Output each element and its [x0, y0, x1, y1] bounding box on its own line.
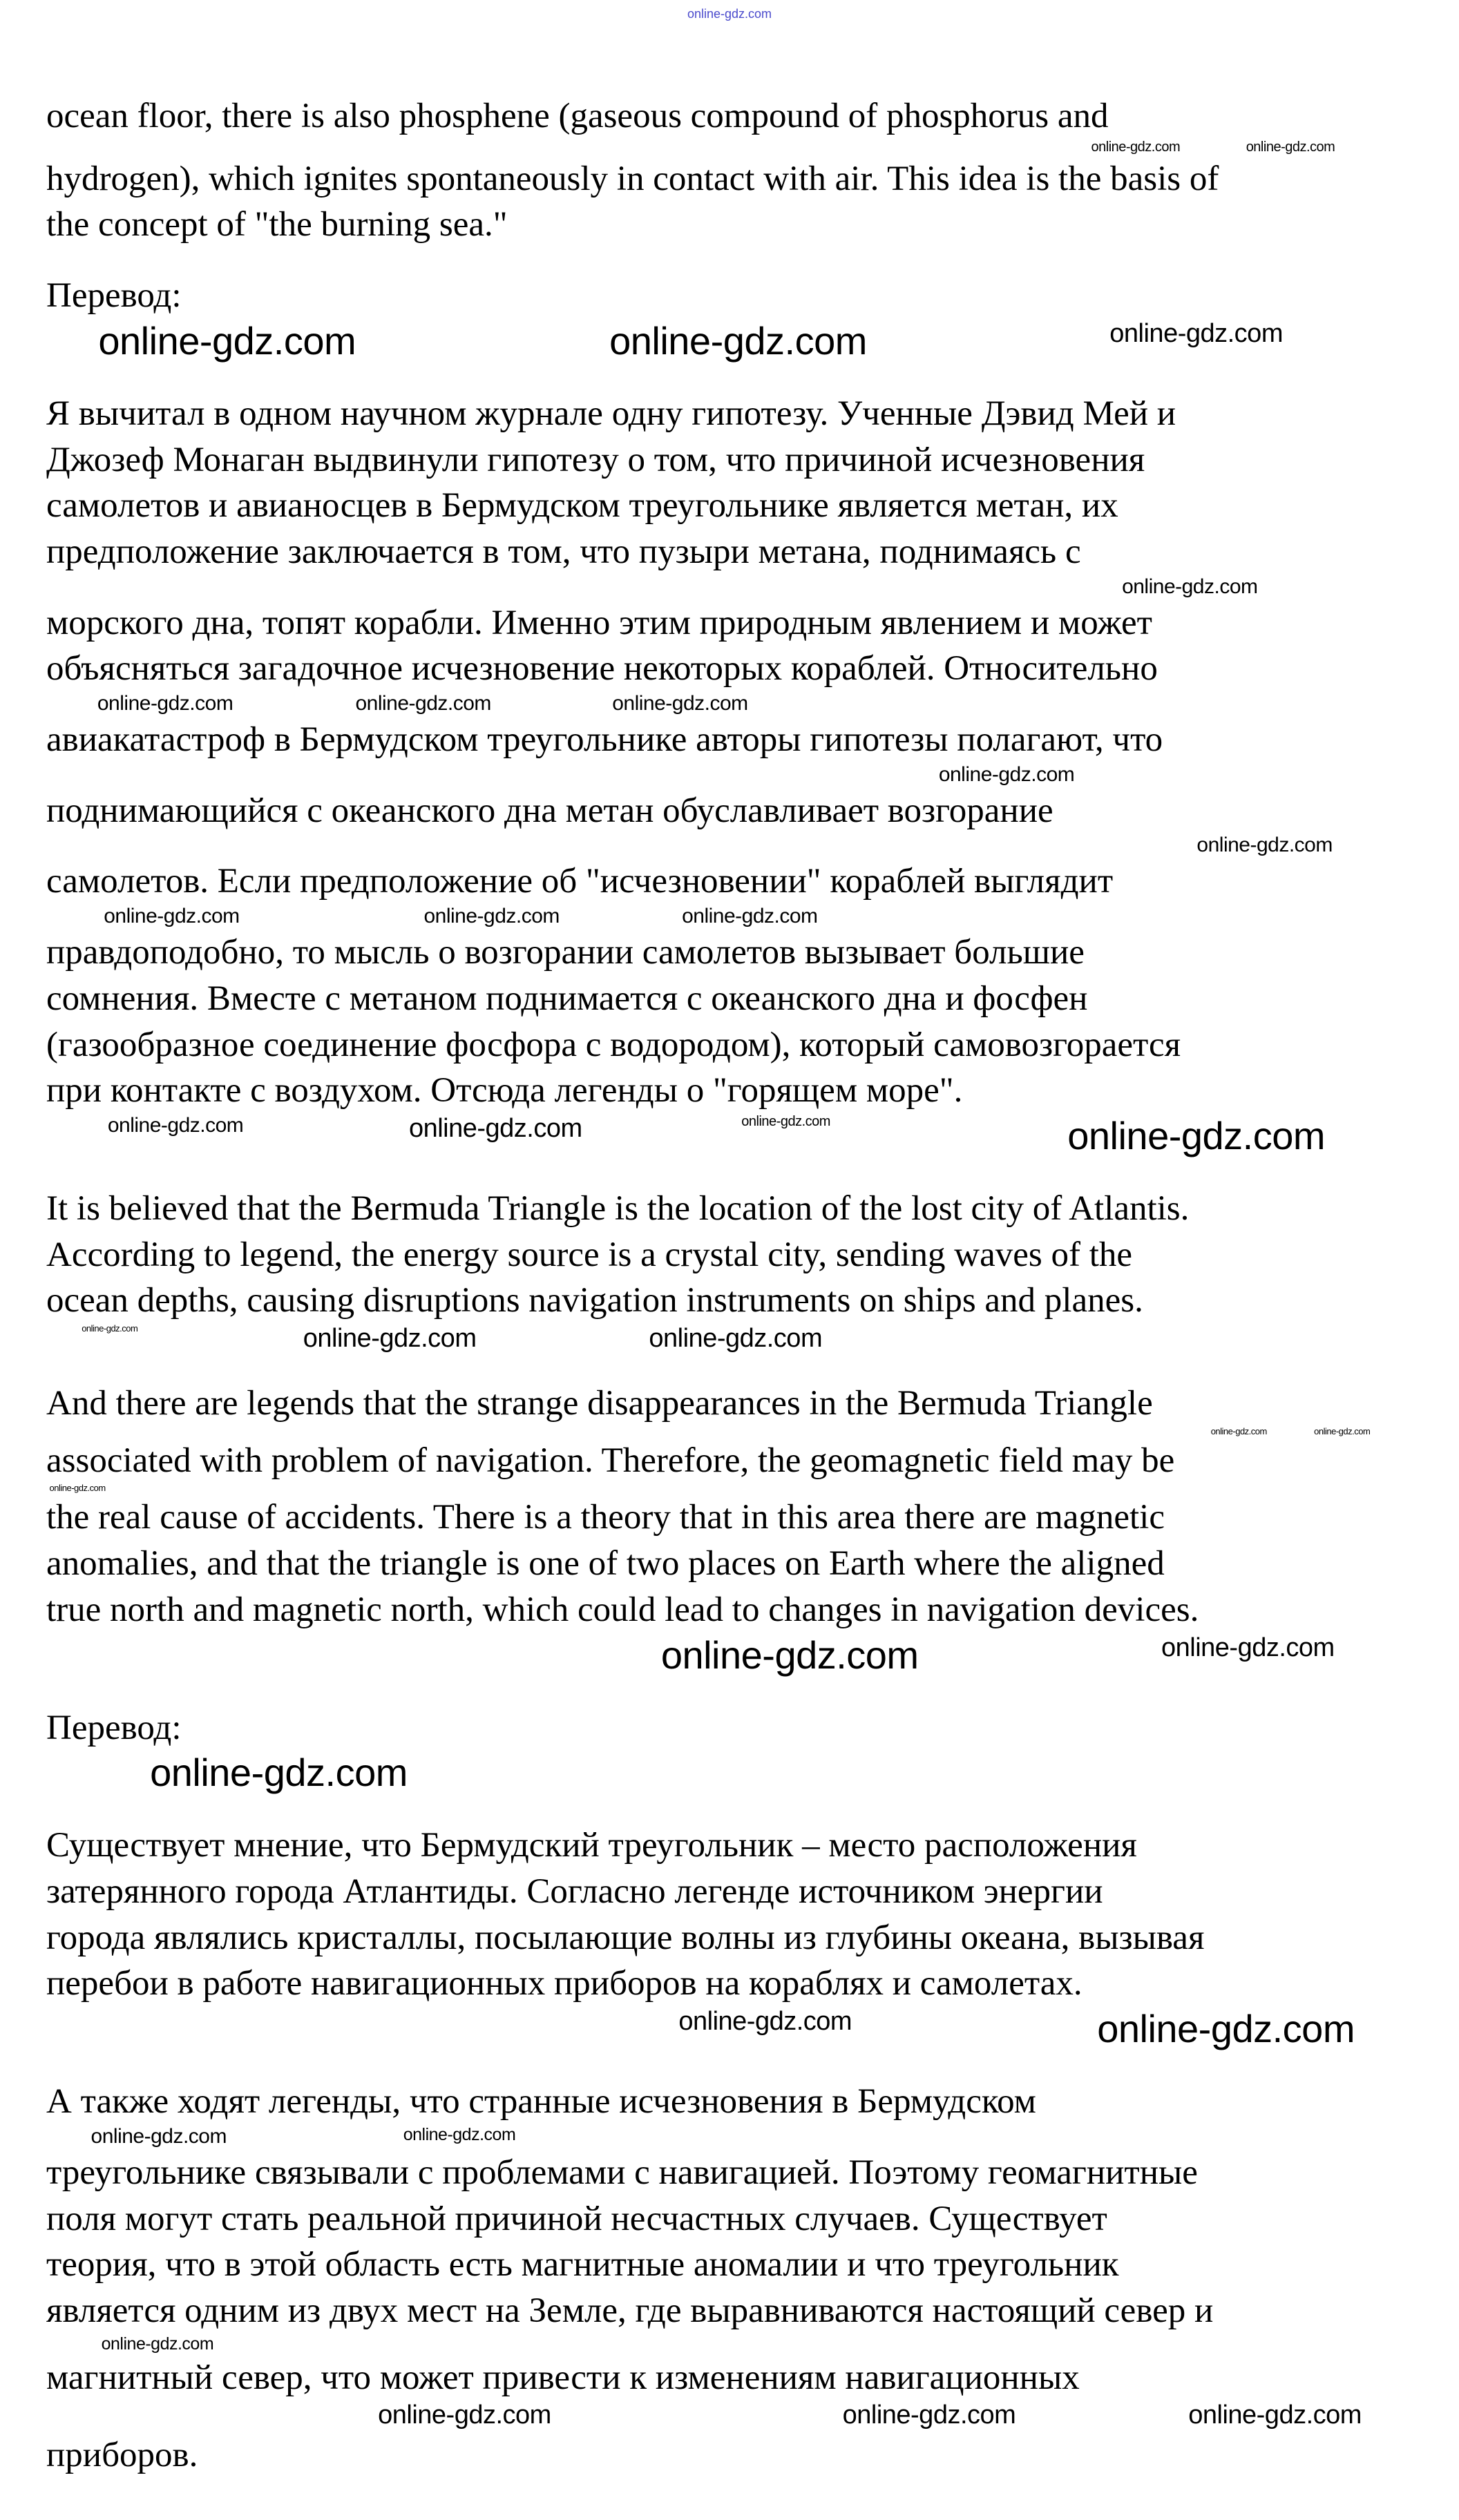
watermark: online-gdz.com — [1314, 1425, 1371, 1436]
watermark-row — [0, 1483, 1459, 1494]
watermark-row — [0, 905, 1459, 930]
watermark: online-gdz.com — [423, 905, 560, 928]
text-line: the concept of "the burning sea." — [46, 205, 508, 244]
text-line: ocean depths, causing disruptions navigation instruments on ships and planes. — [46, 1281, 1143, 1320]
watermark: online-gdz.com — [378, 2401, 551, 2430]
watermark-row — [0, 1114, 1459, 1161]
watermark-row — [0, 692, 1459, 717]
watermark-row — [0, 2334, 1459, 2355]
text-line: associated with problem of navigation. Therefore, the geomagnetic field may be — [46, 1441, 1175, 1480]
text-line: hydrogen), which ignites spontaneously in contact with air. This idea is the basis of — [46, 159, 1219, 198]
watermark: online-gdz.com — [842, 2401, 1016, 2430]
watermark-row — [0, 763, 1459, 788]
watermark: online-gdz.com — [303, 1324, 477, 1354]
watermark: online-gdz.com — [403, 2124, 516, 2144]
watermark: online-gdz.com — [1188, 2401, 1362, 2430]
watermark: online-gdz.com — [1091, 139, 1181, 155]
watermark: online-gdz.com — [49, 1483, 106, 1494]
english-paragraph-3 — [46, 1381, 1459, 1680]
watermark: online-gdz.com — [1196, 834, 1333, 857]
watermark: online-gdz.com — [408, 1113, 582, 1143]
translation-label-2 — [46, 1705, 1459, 1798]
watermark-row — [0, 140, 1459, 156]
watermark: online-gdz.com — [678, 2007, 852, 2037]
watermark: online-gdz.com — [101, 2334, 214, 2354]
text-line: the real cause of accidents. There is a theory that in this area there are magnetic — [46, 1498, 1165, 1537]
text-line: ocean floor, there is also phosphene (gaseous compound of phosphorus and — [46, 97, 1109, 135]
watermark: online-gdz.com — [1122, 575, 1258, 598]
text-line: Перевод: — [46, 276, 182, 316]
watermark: online-gdz.com — [1067, 1113, 1325, 1157]
translation-paragraph-1 — [46, 391, 1459, 1161]
text-line: самолетов. Если предположение об "исчезновении" кораблей выглядит — [46, 862, 1114, 901]
text-line: поднимающийся с океанского дна метан обуславливает возгорание — [46, 791, 1053, 830]
watermark: online-gdz.com — [741, 1113, 830, 1129]
text-line: приборов. — [46, 2436, 198, 2475]
watermark: online-gdz.com — [82, 1323, 138, 1334]
watermark: online-gdz.com — [612, 692, 748, 715]
text-line: It is believed that the Bermuda Triangle is the location of the lost city of Atlantis. — [46, 1189, 1190, 1228]
text-line: при контакте с воздухом. Отсюда легенды о "горящем море". — [46, 1071, 963, 1110]
text-line: anomalies, and that the triangle is one of two places on Earth where the aligned — [46, 1544, 1165, 1584]
text-line: сомнения. Вместе с метаном поднимается с океанского дна и фосфен — [46, 979, 1088, 1018]
text-line: Существует мнение, что Бермудский треугольник – место расположения — [46, 1826, 1137, 1865]
watermark: online-gdz.com — [1210, 1425, 1267, 1436]
watermark-row — [0, 2125, 1459, 2150]
text-line: теория, что в этой область есть магнитные аномалии и что треугольник — [46, 2245, 1119, 2285]
text-line: объясняться загадочное исчезновение некоторых кораблей. Относительно — [46, 649, 1158, 689]
watermark: online-gdz.com — [682, 905, 818, 928]
watermark: online-gdz.com — [355, 692, 491, 715]
text-line: поля могут стать реальной причиной несчастных случаев. Существует — [46, 2199, 1107, 2238]
text-line: города являлись кристаллы, посылающие волны из глубины океана, вызывая — [46, 1918, 1205, 1957]
text-line: магнитный север, что может привести к изменениям навигационных — [46, 2358, 1080, 2397]
watermark: online-gdz.com — [1097, 2007, 1355, 2051]
text-line: (газообразное соединение фосфора с водородом), который самовозгорается — [46, 1025, 1181, 1064]
text-line: Я вычитал в одном научном журнале одну гипотезу. Ученные Дэвид Мей и — [46, 394, 1176, 433]
watermark: online-gdz.com — [90, 2124, 227, 2148]
watermark-row — [0, 834, 1459, 858]
text-line: правдоподобно, то мысль о возгорании самолетов вызывает большие — [46, 933, 1085, 972]
text-line: авиакатастроф в Бермудском треугольнике авторы гипотезы полагают, что — [46, 720, 1163, 760]
english-paragraph-1 — [46, 93, 1459, 248]
watermark: online-gdz.com — [97, 692, 233, 715]
text-line: треугольнике связывали с проблемами с навигацией. Поэтому геомагнитные — [46, 2153, 1198, 2192]
watermark: online-gdz.com — [150, 1751, 408, 1795]
text-line: Джозеф Монаган выдвинули гипотезу о том, что причиной исчезновения — [46, 440, 1145, 479]
watermark-row — [0, 1427, 1459, 1438]
text-line: According to legend, the energy source is a crystal city, sending waves of the — [46, 1235, 1133, 1274]
watermark: online-gdz.com — [649, 1324, 823, 1354]
translation-paragraph-2 — [46, 1822, 1459, 2054]
text-line: является одним из двух мест на Земле, где выравниваются настоящий север и — [46, 2291, 1214, 2330]
watermark-row — [0, 1633, 1459, 1680]
text-line: самолетов и авианосцев в Бермудском треугольнике является метан, их — [46, 486, 1118, 526]
text-line: затерянного города Атлантиды. Согласно легенде источником энергии — [46, 1872, 1103, 1911]
watermark: online-gdz.com — [609, 318, 867, 363]
watermark-row — [0, 1751, 1459, 1798]
text-line: перебои в работе навигационных приборов на кораблях и самолетах. — [46, 1964, 1083, 2003]
watermark-row — [0, 2007, 1459, 2054]
watermark: online-gdz.com — [938, 762, 1075, 786]
text-line: Перевод: — [46, 1708, 182, 1747]
watermark-row — [0, 575, 1459, 600]
text-line: морского дна, топят корабли. Именно этим природным явлением и может — [46, 603, 1152, 642]
text-line: предположение заключается в том, что пузыри метана, поднимаясь с — [46, 532, 1081, 571]
watermark-row — [0, 2401, 1459, 2432]
english-paragraph-2 — [46, 1186, 1459, 1356]
text-line: And there are legends that the strange disappearances in the Bermuda Triangle — [46, 1384, 1153, 1423]
watermark: online-gdz.com — [1246, 139, 1335, 155]
watermark-row — [0, 319, 1459, 366]
translation-label-1 — [46, 273, 1459, 366]
text-line: А также ходят легенды, что странные исчезновения в Бермудском — [46, 2082, 1036, 2122]
watermark-row — [0, 1324, 1459, 1356]
watermark: online-gdz.com — [98, 318, 356, 363]
watermark: online-gdz.com — [1109, 318, 1283, 348]
text-line: true north and magnetic north, which could lead to changes in navigation devices. — [46, 1590, 1199, 1629]
watermark: online-gdz.com — [107, 1113, 244, 1137]
watermark: online-gdz.com — [1161, 1633, 1335, 1662]
watermark: online-gdz.com — [660, 1633, 919, 1677]
translation-paragraph-3 — [46, 2079, 1459, 2479]
watermark: online-gdz.com — [104, 905, 240, 928]
header-watermark: online-gdz.com — [687, 7, 772, 21]
